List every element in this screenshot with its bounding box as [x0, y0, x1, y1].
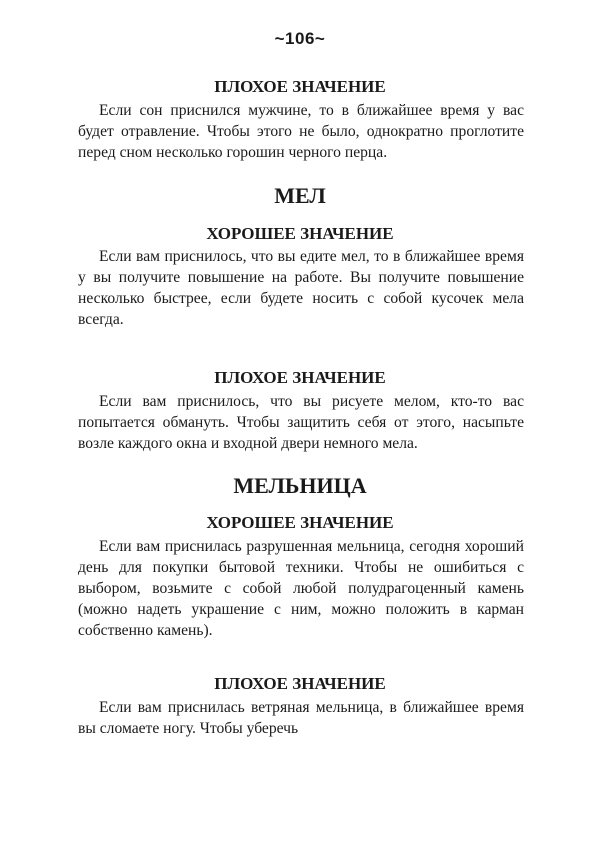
entry-title-mel: МЕЛ	[274, 183, 326, 208]
good-meaning-heading: ХОРОШЕЕ ЗНАЧЕНИЕ	[206, 224, 394, 243]
good-meaning-text: Если вам приснилось, что вы едите мел, то в ближайшее время у вы получите повышение на работе. Вы получите повышение несколько быстрее, если будете носить с собой кусочек мела всегда.	[78, 248, 524, 328]
good-meaning-text: Если вам приснилась разрушенная мельница, сегодня хороший день для покупки бытовой техники. Чтобы не ошибиться с выбором, возьмите с собой любой полудрагоценный камень (можно надеть украшение с ним, можно положить в карман собственно камень).	[78, 538, 524, 639]
bad-meaning-heading: ПЛОХОЕ ЗНАЧЕНИЕ	[214, 77, 386, 96]
bad-meaning-text: Если вам приснилась ветряная мельница, в ближайшее время вы сломаете ногу. Чтобы уберечь	[78, 699, 524, 737]
bad-meaning-text: Если вам приснилось, что вы рисуете мелом, кто-то вас попытается обмануть. Чтобы защитить себя от этого, насыпьте возле каждого окна и входной двери немного мела.	[78, 393, 524, 452]
entry-title-melnitsa: МЕЛЬНИЦА	[233, 473, 367, 498]
bad-meaning-text: Если сон приснился мужчине, то в ближайшее время у вас будет отравление. Чтобы этого не было, однократно проглотите перед сном несколько горошин черного перца.	[78, 102, 524, 161]
bad-meaning-heading: ПЛОХОЕ ЗНАЧЕНИЕ	[214, 368, 386, 387]
page-number: ~106~	[274, 29, 326, 48]
bad-meaning-heading: ПЛОХОЕ ЗНАЧЕНИЕ	[214, 674, 386, 693]
good-meaning-heading: ХОРОШЕЕ ЗНАЧЕНИЕ	[206, 513, 394, 532]
